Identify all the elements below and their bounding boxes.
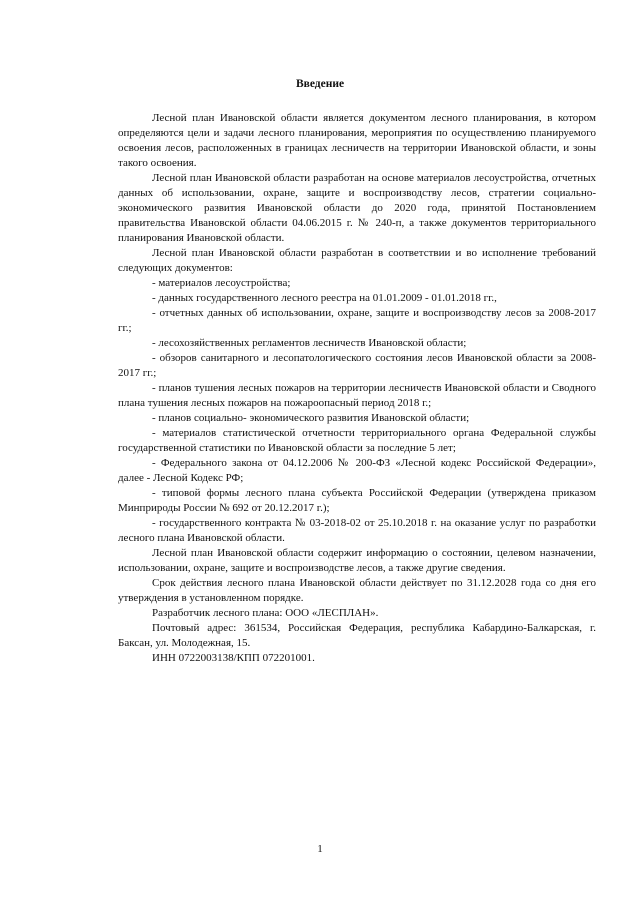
document-body xyxy=(118,111,596,666)
list-item: - материалов статистической отчетности территориального органа Федеральной службы государственной статистики по Ивановской области за последние 5 лет; xyxy=(118,427,596,454)
document-title: Введение xyxy=(295,78,345,90)
paragraph-requirements: Лесной план Ивановской области разработан в соответствии и во исполнение требований следующих документов: xyxy=(118,247,596,274)
paragraph-intro: Лесной план Ивановской области является документом лесного планирования, в котором определяются цели и задачи лесного планирования, мероприятия по осуществлению планируемого освоения лесов, расположенных в границах лесничеств на территории Ивановской области, и зоны такого освоения. xyxy=(118,112,596,169)
paragraph-content: Лесной план Ивановской области содержит информацию о состоянии, целевом назначении, использовании, охране, защите и воспроизводстве лесов, а также другие сведения. xyxy=(118,547,596,574)
paragraph-address: Почтовый адрес: 361534, Российская Федерация, республика Кабардино-Балкарская, г. Баксан, ул. Молодежная, 15. xyxy=(118,622,596,649)
list-item: - Федерального закона от 04.12.2006 № 200-ФЗ «Лесной кодекс Российской Федерации», далее - Лесной Кодекс РФ; xyxy=(118,457,596,484)
list-item: - планов социально- экономического развития Ивановской области; xyxy=(152,412,470,424)
paragraph-inn: ИНН 0722003138/КПП 072201001. xyxy=(152,652,315,664)
list-item: - материалов лесоустройства; xyxy=(152,277,291,289)
list-item: - обзоров санитарного и лесопатологического состояния лесов Ивановской области за 2008-2017 гг.; xyxy=(118,352,596,379)
paragraph-basis: Лесной план Ивановской области разработан на основе материалов лесоустройства, отчетных данных об использовании, охране, защите и воспроизводству лесов, стратегии социально-экономического развития Ивановской области до 2020 года, принятой Постановлением правительства Ивановской области 04.06.2015 г. № 240-п, а также документов территориального планирования Ивановской области. xyxy=(118,172,596,244)
list-item: - типовой формы лесного плана субъекта Российской Федерации (утверждена приказом Минприроды России № 692 от 20.12.2017 г.); xyxy=(118,487,596,514)
list-item: - планов тушения лесных пожаров на территории лесничеств Ивановской области и Сводного плана тушения лесных пожаров на пожароопасный период 2018 г.; xyxy=(118,382,596,409)
paragraph-validity: Срок действия лесного плана Ивановской области действует по 31.12.2028 года со дня его утверждения в установленном порядке. xyxy=(118,577,596,604)
list-item: - лесохозяйственных регламентов лесничеств Ивановской области; xyxy=(152,337,467,349)
paragraph-developer: Разработчик лесного плана: ООО «ЛЕСПЛАН». xyxy=(152,607,379,619)
page-number: 1 xyxy=(317,843,323,855)
list-item: - данных государственного лесного реестра на 01.01.2009 - 01.01.2018 гг., xyxy=(152,292,497,304)
list-item: - отчетных данных об использовании, охране, защите и воспроизводству лесов за 2008-2017 гг.; xyxy=(118,307,596,334)
list-item: - государственного контракта № 03-2018-02 от 25.10.2018 г. на оказание услуг по разработки лесного плана Ивановской области. xyxy=(118,517,596,544)
